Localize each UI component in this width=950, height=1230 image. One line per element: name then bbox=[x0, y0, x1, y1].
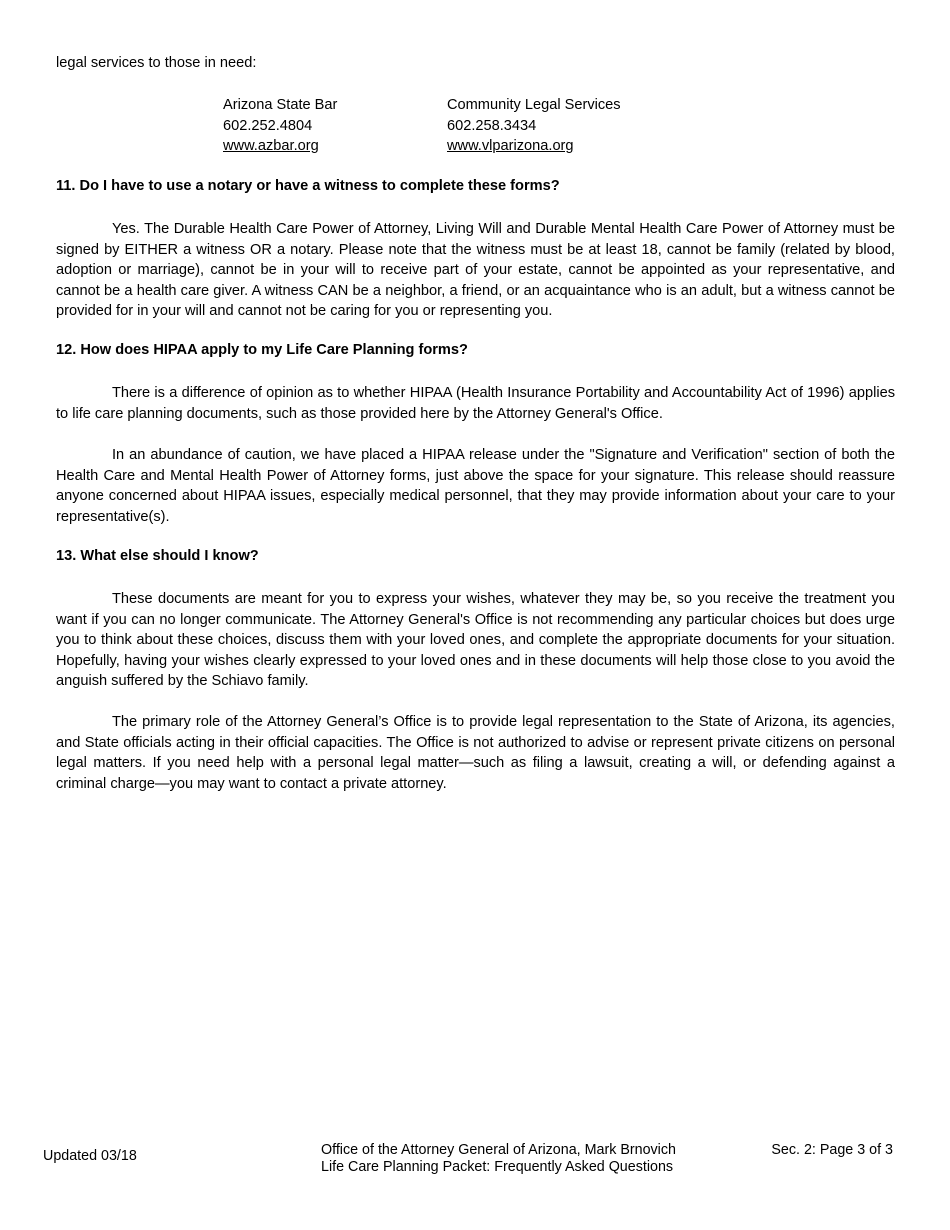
contact-phone: 602.252.4804 bbox=[223, 117, 313, 134]
contact-website-link[interactable]: www.vlparizona.org bbox=[447, 138, 574, 154]
contact-community-legal-services bbox=[447, 95, 667, 157]
question-13-answer-1: These documents are meant for you to express your wishes, whatever they may be, so you receive the treatment you want if you can no longer communicate. The Attorney General's Office is not recommending any particular choices but does urge you to think about these choices, discuss them with your loved ones, and complete the appropriate documents for your situation. Hopefully, having your wishes clearly expressed to your loved ones and in these documents will help those close to you avoid the anguish suffered by the Schiavo family. bbox=[56, 591, 895, 689]
footer-packet-line: Life Care Planning Packet: Frequently Asked Questions bbox=[321, 1159, 674, 1175]
contact-name: Arizona State Bar bbox=[223, 97, 338, 113]
question-11-answer: Yes. The Durable Health Care Power of Attorney, Living Will and Durable Mental Health Care Power of Attorney must be signed by EITHER a witness OR a notary. Please note that the witness must be at least 18, cannot be family (related by blood, adoption or marriage), cannot be in your will to receive part of your estate, cannot be appointed as your representative, and cannot be a health care giver. A witness CAN be a neighbor, a friend, or an acquaintance who is an adult, but a witness cannot be provided for in your will and cannot not be caring for you or representing you. bbox=[56, 221, 895, 319]
question-12-answer-2: In an abundance of caution, we have placed a HIPAA release under the "Signature and Verification" section of both the Health Care and Mental Health Power of Attorney forms, just above the space for your signature. This release should reassure anyone concerned about HIPAA issues, especially medical personnel, that they may provide information about your care to your representative(s). bbox=[56, 447, 895, 525]
question-13-answer-2: The primary role of the Attorney General’s Office is to provide legal representation to the State of Arizona, its agencies, and State officials acting in their official capacities. The Office is not authorized to advise or represent private citizens on personal legal matters. If you need help with a personal legal matter—such as filing a lawsuit, creating a will, or defending against a criminal charge—you may want to contact a private attorney. bbox=[56, 714, 895, 792]
question-12-answer-1: There is a difference of opinion as to whether HIPAA (Health Insurance Portability and Accountability Act of 1996) applies to life care planning documents, such as those provided here by the Attorney General's Office. bbox=[56, 385, 895, 422]
footer-updated-date: Updated 03/18 bbox=[43, 1148, 137, 1164]
question-12-heading: 12. How does HIPAA apply to my Life Care Planning forms? bbox=[56, 342, 468, 358]
footer-office-line: Office of the Attorney General of Arizona, Mark Brnovich bbox=[321, 1142, 676, 1158]
contact-arizona-state-bar bbox=[223, 95, 443, 157]
contact-phone: 602.258.3434 bbox=[447, 117, 537, 134]
question-11-heading: 11. Do I have to use a notary or have a witness to complete these forms? bbox=[56, 178, 560, 194]
question-13-heading: 13. What else should I know? bbox=[56, 548, 259, 564]
intro-text: legal services to those in need: bbox=[56, 55, 257, 71]
footer-page-number: Sec. 2: Page 3 of 3 bbox=[771, 1142, 893, 1158]
contact-website-link[interactable]: www.azbar.org bbox=[223, 138, 319, 154]
contact-name: Community Legal Services bbox=[447, 97, 621, 113]
